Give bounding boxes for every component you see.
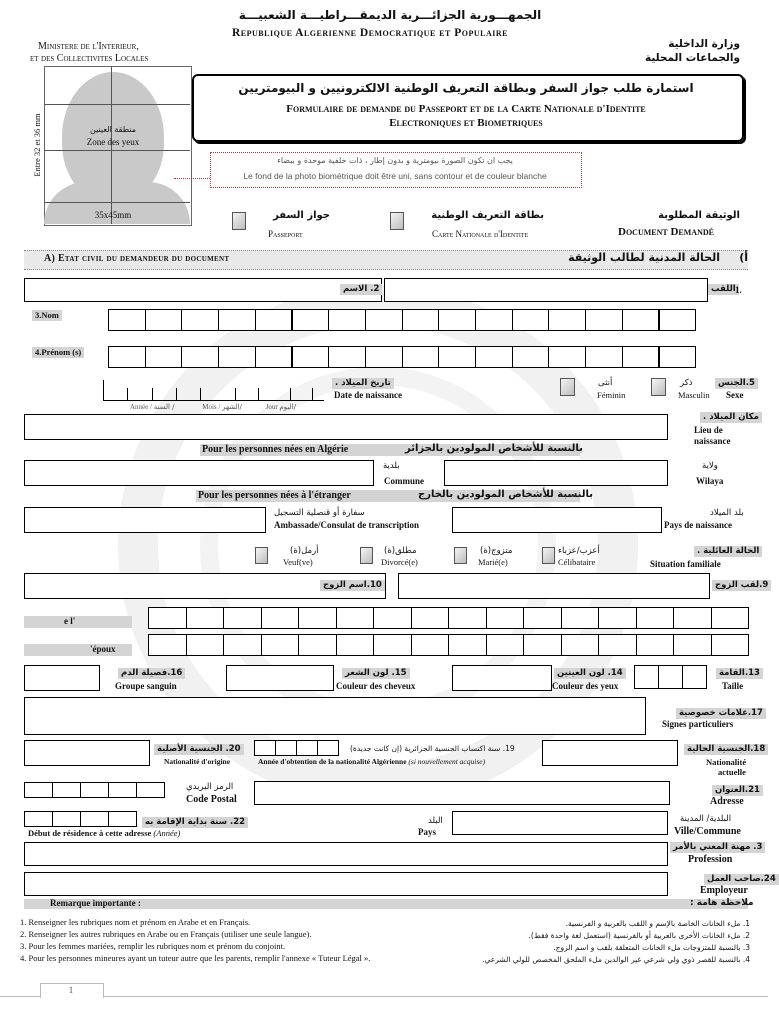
hair-label-fr: Couleur des cheveux <box>336 681 416 691</box>
spouse-nom-letter-box[interactable] <box>373 607 412 629</box>
nat-year-label-ar: 19. سنة اكتساب الجنسية الجزائرية (إن كانت جديدة) <box>350 744 515 753</box>
month-hint-ar: الشهر/ <box>222 403 242 411</box>
spouse-prenom-letter-box[interactable] <box>186 634 225 656</box>
nom-letter-box[interactable] <box>438 309 476 331</box>
wilaya-label-ar: ولاية <box>702 461 718 471</box>
employer-label-ar: 24.صاحب العمل <box>704 874 779 885</box>
remarks-fr-list <box>20 916 460 964</box>
prenom-letter-box[interactable] <box>328 346 366 368</box>
country-label-ar: البلد <box>428 816 443 826</box>
prenom-letter-box[interactable] <box>512 346 550 368</box>
remark-ar-item: 3. بالنسبة للمتزوجات ملء الخانات المتعلقة بلقب و اسم الزوج. <box>553 943 750 952</box>
origin-nat-label-fr: Nationalité d'origine <box>164 757 231 766</box>
remarks-ar-list <box>470 918 750 966</box>
nat-year-digit-box[interactable] <box>254 740 276 756</box>
surname-ar-field[interactable] <box>384 278 708 302</box>
spouse-surname-ar-label: 9.لقب الزوج <box>712 580 771 591</box>
prenom-letter-box[interactable] <box>145 346 183 368</box>
family-label-ar: الحالة العائلية . <box>694 546 762 557</box>
nom-letter-box[interactable] <box>181 309 219 331</box>
date-tick <box>258 388 259 400</box>
widow-label-ar: أرمل(ة) <box>290 546 319 556</box>
eyes-zone-fr: Zone des yeux <box>86 137 140 147</box>
female-checkbox[interactable] <box>560 378 575 396</box>
spouse-prenom-letter-box[interactable] <box>448 634 487 656</box>
prenom-letter-box[interactable] <box>365 346 403 368</box>
prenom-letter-box[interactable] <box>402 346 440 368</box>
prenom-letter-box[interactable] <box>438 346 476 368</box>
residence-year-digit-box[interactable] <box>24 811 53 827</box>
date-tick <box>290 388 291 400</box>
spouse-prenom-letter-box[interactable] <box>336 634 375 656</box>
passport-label-fr: Passeport <box>268 229 303 239</box>
remark-fr-item: 1. Renseigner les rubriques nom et prénom en Arabe et en Français. <box>20 917 251 927</box>
prenom-letter-box[interactable] <box>218 346 256 368</box>
date-tick <box>235 388 236 400</box>
year-hint-ar: السنة / <box>153 403 175 411</box>
spouse-nom-letter-box[interactable] <box>448 607 487 629</box>
spouse-prenom-label: 'époux <box>90 644 116 654</box>
nat-year-label-fr <box>258 757 485 766</box>
photo-note-arabic: يجب ان تكون الصورة بيومترية و بدون إطار ، ذات خلفية موحدة و بيضاء <box>277 156 513 165</box>
section-a-ar-letter: أ) <box>739 251 748 264</box>
nom-letter-box[interactable] <box>475 309 513 331</box>
spouse-prenom-letter-box[interactable] <box>561 634 600 656</box>
spouse-nom-letter-box[interactable] <box>148 607 187 629</box>
birthdate-hint <box>130 403 296 411</box>
blood-field[interactable] <box>24 665 100 691</box>
nat-year-digit-box[interactable] <box>317 740 339 756</box>
spouse-prenom-letter-box[interactable] <box>261 634 300 656</box>
born-abroad-ar: بالنسبة للأشخاص المولودين بالخارج <box>418 489 593 500</box>
remark-ar-item: 1. ملء الخانات الخاصة بالإسم و اللقب بالعربية و الفرنسية. <box>565 919 750 928</box>
divorced-checkbox[interactable] <box>360 547 373 564</box>
spouse-nom-letter-box[interactable] <box>561 607 600 629</box>
single-label-fr: Célibataire <box>558 557 596 567</box>
photo-note-pointer <box>174 178 210 179</box>
nom-letter-box[interactable] <box>512 309 550 331</box>
eyes-zone-ar: منطقة العينين <box>90 125 136 134</box>
wilaya-field[interactable] <box>444 460 668 486</box>
born-abroad-fr: Pour les personnes nées à l'étranger <box>198 490 351 501</box>
current-nat-label-fr1: Nationalité <box>706 757 747 767</box>
remark-fr-item: 4. Pour les personnes mineures ayant un tuteur autre que les parents, remplir l'annexe « Tuteur Légal ». <box>20 953 371 963</box>
prenom-letter-box[interactable] <box>292 346 330 368</box>
height-digit-box[interactable] <box>634 665 659 689</box>
height-digit-box[interactable] <box>682 665 707 689</box>
hair-label-ar: 15. لون الشعر <box>342 668 410 679</box>
divorced-label-ar: مطلق(ة) <box>384 546 417 556</box>
spouse-nom-letter-box[interactable] <box>298 607 337 629</box>
requested-label-fr: Document Demandé <box>618 226 714 238</box>
residence-note: (Année) <box>153 828 181 838</box>
ministry-ar-line1: وزارة الداخلية <box>668 38 740 50</box>
nat-year-fr: Année d'obtention de la nationalité Algérienne <box>258 757 407 766</box>
female-label-ar: أنثى <box>598 378 613 388</box>
spouse-nom-letter-box[interactable] <box>598 607 637 629</box>
year-hint: Année / <box>130 403 152 411</box>
family-label-fr: Situation familiale <box>650 559 721 569</box>
cni-label-fr: Carte Nationale d'Identite <box>432 229 529 239</box>
nom-letter-box[interactable] <box>622 309 660 331</box>
nom-letter-box[interactable] <box>255 309 293 331</box>
nom-letter-box[interactable] <box>548 309 586 331</box>
passport-label-ar: جواز السفر <box>273 210 330 221</box>
prenom-letter-box[interactable] <box>622 346 660 368</box>
address-field[interactable] <box>254 781 670 805</box>
date-tick <box>200 388 201 400</box>
prenom-letter-box[interactable] <box>108 346 146 368</box>
profession-label-ar: 3. مهنة المعني بالأمر <box>670 842 765 853</box>
section-a-ar: الحالة المدنية لطالب الوثيقة <box>568 251 720 264</box>
birth-country-field[interactable] <box>452 507 662 533</box>
remark-ar-item: 4. بالنسبة للقصر ذوي ولي شرعي غير الوالدين ملء الملحق المخصص للولي الشرعي. <box>482 955 750 964</box>
embassy-label-fr: Ambassade/Consulat de transcription <box>274 520 420 530</box>
hair-field[interactable] <box>226 665 334 691</box>
spouse-nom-letter-box[interactable] <box>711 607 750 629</box>
postal-digit-box[interactable] <box>108 782 137 798</box>
wilaya-label-fr: Wilaya <box>696 476 724 486</box>
day-hint-ar: اليوم/ <box>279 403 296 411</box>
remark-ar-item: 2. ملء الخانات الأخرى بالعربية أو بالفرنسية (استعمل لغة واحدة فقط). <box>528 931 750 940</box>
city-label-fr: Ville/Commune <box>674 826 741 837</box>
prenom-letter-box[interactable] <box>255 346 293 368</box>
residence-year-digit-box[interactable] <box>52 811 81 827</box>
prenom-letter-box[interactable] <box>585 346 623 368</box>
eyes-field[interactable] <box>452 665 552 691</box>
born-algeria-fr: Pour les personnes nées en Algérie <box>202 444 349 455</box>
spouse-prenom-letter-box[interactable] <box>598 634 637 656</box>
nom-letter-box[interactable] <box>365 309 403 331</box>
address-label-fr: Adresse <box>710 796 744 807</box>
spouse-prenom-letter-box[interactable] <box>148 634 187 656</box>
married-label-fr: Marié(e) <box>478 557 508 567</box>
embassy-field[interactable] <box>24 507 266 533</box>
photo-dimensions: 35x45mm <box>94 210 132 220</box>
height-label-ar: 13.القامة <box>716 668 763 679</box>
signs-label-ar: 17.علامات خصوصية <box>676 708 766 719</box>
sex-label-fr: Sexe <box>726 390 744 400</box>
commune-label-fr: Commune <box>384 476 424 486</box>
spouse-nom-letter-box[interactable] <box>636 607 675 629</box>
spouse-nom-letter-box[interactable] <box>223 607 262 629</box>
postal-digit-box[interactable] <box>80 782 109 798</box>
birthplace-label-fr2: naissance <box>694 436 731 446</box>
male-checkbox[interactable] <box>651 378 666 396</box>
remarks-title-ar: ملاحظة هامة : <box>690 898 754 908</box>
nat-year-digit-box[interactable] <box>275 740 297 756</box>
postal-digit-box[interactable] <box>52 782 81 798</box>
eyes-label-fr: Couleur des yeux <box>552 681 619 691</box>
remarks-title-fr: Remarque importante : <box>50 898 141 908</box>
photo-guide-line <box>44 202 190 203</box>
current-nat-label-fr2: actuelle <box>718 767 746 777</box>
birthplace-label-fr1: Lieu de <box>694 425 723 435</box>
residence-year-digit-box[interactable] <box>108 811 137 827</box>
nom-letter-box[interactable] <box>292 309 330 331</box>
single-checkbox[interactable] <box>542 547 555 564</box>
ministry-fr-line2: et des Collectivites Locales <box>30 53 149 64</box>
spouse-prenom-letter-box[interactable] <box>223 634 262 656</box>
spouse-nom-letter-box[interactable] <box>411 607 450 629</box>
single-label-ar: أعزب/عزباء <box>558 546 600 556</box>
title-french-line2: Electroniques et Biometriques <box>389 117 543 129</box>
divorced-label-fr: Divorcé(e) <box>381 557 418 567</box>
address-label-ar: 21.العنوان <box>712 785 763 796</box>
passport-checkbox[interactable] <box>232 212 246 230</box>
photo-guide-line <box>44 150 190 151</box>
residence-label-fr <box>28 828 180 838</box>
photo-guide-line <box>44 104 190 105</box>
spouse-nom-letter-box[interactable] <box>486 607 525 629</box>
spouse-nom-letter-box[interactable] <box>673 607 712 629</box>
male-label-ar: ذكر <box>680 378 693 388</box>
firstname-ar-label: 2. الاسم <box>340 284 382 295</box>
spouse-surname-ar-field[interactable] <box>398 573 710 599</box>
day-hint: Jour <box>265 403 278 411</box>
nom-letter-box[interactable] <box>218 309 256 331</box>
birthplace-field[interactable] <box>24 414 668 440</box>
current-nat-label-ar: 18.الجنسية الحالية <box>684 744 768 755</box>
spouse-nom-letter-box[interactable] <box>186 607 225 629</box>
photo-size-vertical: Entre 32 et 36 mm <box>32 113 42 177</box>
header-french-republic: Republique Algerienne Democratique et Populaire <box>232 27 508 39</box>
signs-field[interactable] <box>24 697 646 735</box>
married-checkbox[interactable] <box>454 547 467 564</box>
female-label-fr: Féminin <box>597 390 626 400</box>
postal-digit-box[interactable] <box>136 782 165 798</box>
remark-fr-item: 3. Pour les femmes mariées, remplir les rubriques nom et prénom du conjoint. <box>20 941 286 951</box>
current-nat-field[interactable] <box>542 740 678 766</box>
spouse-prenom-letter-box[interactable] <box>636 634 675 656</box>
footer-line <box>0 996 768 997</box>
sex-label-ar: 5.الجنس <box>715 378 758 389</box>
spouse-nom-letter-box[interactable] <box>261 607 300 629</box>
spouse-nom-label: e l' <box>64 616 76 626</box>
spouse-prenom-letter-box[interactable] <box>373 634 412 656</box>
nom-letter-box[interactable] <box>108 309 146 331</box>
spouse-nom-letter-box[interactable] <box>336 607 375 629</box>
residence-year-digit-box[interactable] <box>80 811 109 827</box>
nom-letter-box[interactable] <box>402 309 440 331</box>
spouse-nom-tag <box>24 616 132 628</box>
residence-label-ar: 22. سنة بداية الإقامة به <box>142 817 248 828</box>
spouse-prenom-letter-box[interactable] <box>673 634 712 656</box>
postal-label-ar: الرمز البريدي <box>186 782 234 792</box>
signs-label-fr: Signes particuliers <box>662 719 734 729</box>
employer-field[interactable] <box>24 872 668 896</box>
married-label-ar: متزوج(ة) <box>480 546 513 556</box>
surname-ar-label: اللقب <box>708 284 739 295</box>
firstname-ar-field[interactable] <box>24 278 382 302</box>
height-digit-box[interactable] <box>658 665 683 689</box>
nom-letter-box[interactable] <box>145 309 183 331</box>
born-algeria-ar: بالنسبة للأشخاص المولودين بالجزائر <box>405 443 583 454</box>
birth-country-label-fr: Pays de naissance <box>664 520 733 530</box>
spouse-prenom-letter-box[interactable] <box>523 634 562 656</box>
commune-field[interactable] <box>24 460 374 486</box>
spouse-name-ar-label: 10.اسم الزوج <box>320 580 385 591</box>
month-hint: Mois / <box>202 403 221 411</box>
country-field[interactable] <box>452 811 668 835</box>
spouse-nom-letter-box[interactable] <box>523 607 562 629</box>
cni-checkbox[interactable] <box>390 212 404 230</box>
birthdate-label-ar: تاريخ الميلاد . <box>332 378 394 389</box>
widow-checkbox[interactable] <box>255 547 268 564</box>
residence-fr: Début de résidence à cette adresse <box>28 828 152 838</box>
widow-label-fr: Veuf(ve) <box>283 557 313 567</box>
profession-label-fr: Profession <box>688 854 733 865</box>
nat-year-digit-box[interactable] <box>296 740 318 756</box>
spouse-prenom-letter-box[interactable] <box>711 634 750 656</box>
birthdate-label-fr: Date de naissance <box>334 390 402 400</box>
date-tick <box>176 388 177 400</box>
postal-digit-box[interactable] <box>24 782 53 798</box>
profession-field[interactable] <box>24 842 668 866</box>
prenom-label: 4.Prénom (s) <box>32 347 84 358</box>
city-label-ar: البلدية/ المدينة <box>680 814 732 824</box>
ministry-fr-line1: Ministere de l'Interieur, <box>38 41 139 52</box>
embassy-label-ar: سفارة أو قنصلية التسجيل <box>274 508 365 518</box>
eyes-label-ar: 14. لون العينين <box>554 668 626 679</box>
page-number: 1 <box>68 985 74 995</box>
nom-letter-box[interactable] <box>659 309 697 331</box>
birthplace-label-ar: مكان الميلاد . <box>700 412 762 423</box>
spouse-prenom-letter-box[interactable] <box>411 634 450 656</box>
prenom-letter-box[interactable] <box>475 346 513 368</box>
prenom-letter-box[interactable] <box>181 346 219 368</box>
blood-label-ar: 16.فصيلة الدم <box>118 668 185 679</box>
requested-label-ar: الوثيقة المطلوبة <box>658 210 740 221</box>
surname-ar-number: 1. <box>735 285 742 295</box>
ministry-ar-line2: والجماعات المحلية <box>644 52 740 64</box>
blood-label-fr: Groupe sanguin <box>115 681 177 691</box>
section-a-fr: A) Etat civil du demandeur du document <box>44 253 230 264</box>
nom-letter-box[interactable] <box>585 309 623 331</box>
postal-label-fr: Code Postal <box>186 794 237 805</box>
nom-label: 3.Nom <box>32 310 62 321</box>
date-tick <box>127 388 128 400</box>
employer-label-fr: Employeur <box>700 885 748 896</box>
prenom-letter-box[interactable] <box>548 346 586 368</box>
title-french-line1: Formulaire de demande du Passeport et de la Carte Nationale d'Identite <box>286 103 646 115</box>
date-tick <box>152 388 153 400</box>
photo-note-french: Le fond de la photo biométrique doit être uni, sans contour et de couleur blanche <box>243 171 547 181</box>
spouse-prenom-letter-box[interactable] <box>298 634 337 656</box>
origin-nat-label-ar: 20. الجنسية الأصلية <box>154 744 244 755</box>
country-label-fr: Pays <box>418 827 436 837</box>
nom-letter-box[interactable] <box>328 309 366 331</box>
spouse-prenom-letter-box[interactable] <box>486 634 525 656</box>
cni-label-ar: بطاقة التعريف الوطنية <box>431 210 544 221</box>
date-tick <box>312 388 313 400</box>
birth-country-label-ar: بلد الميلاد <box>710 508 744 518</box>
remark-fr-item: 2. Renseigner les autres rubriques en Arabe ou en Français (utiliser une seule langue). <box>20 929 312 939</box>
origin-nat-field[interactable] <box>24 740 150 766</box>
title-arabic: استمارة طلب جواز السفر وبطاقة التعريف الوطنية الالكترونيين و البيومتريين <box>238 81 694 95</box>
male-label-fr: Masculin <box>678 390 710 400</box>
nat-year-note: (si nouvellement acquise) <box>408 757 486 766</box>
commune-label-ar: بلدية <box>383 461 400 471</box>
header-arabic-republic: الجمهـــورية الجزائـــرية الديمقـــراطيـــة الشعبيـــة <box>238 8 542 22</box>
height-label-fr: Taille <box>722 681 744 691</box>
prenom-letter-box[interactable] <box>659 346 697 368</box>
